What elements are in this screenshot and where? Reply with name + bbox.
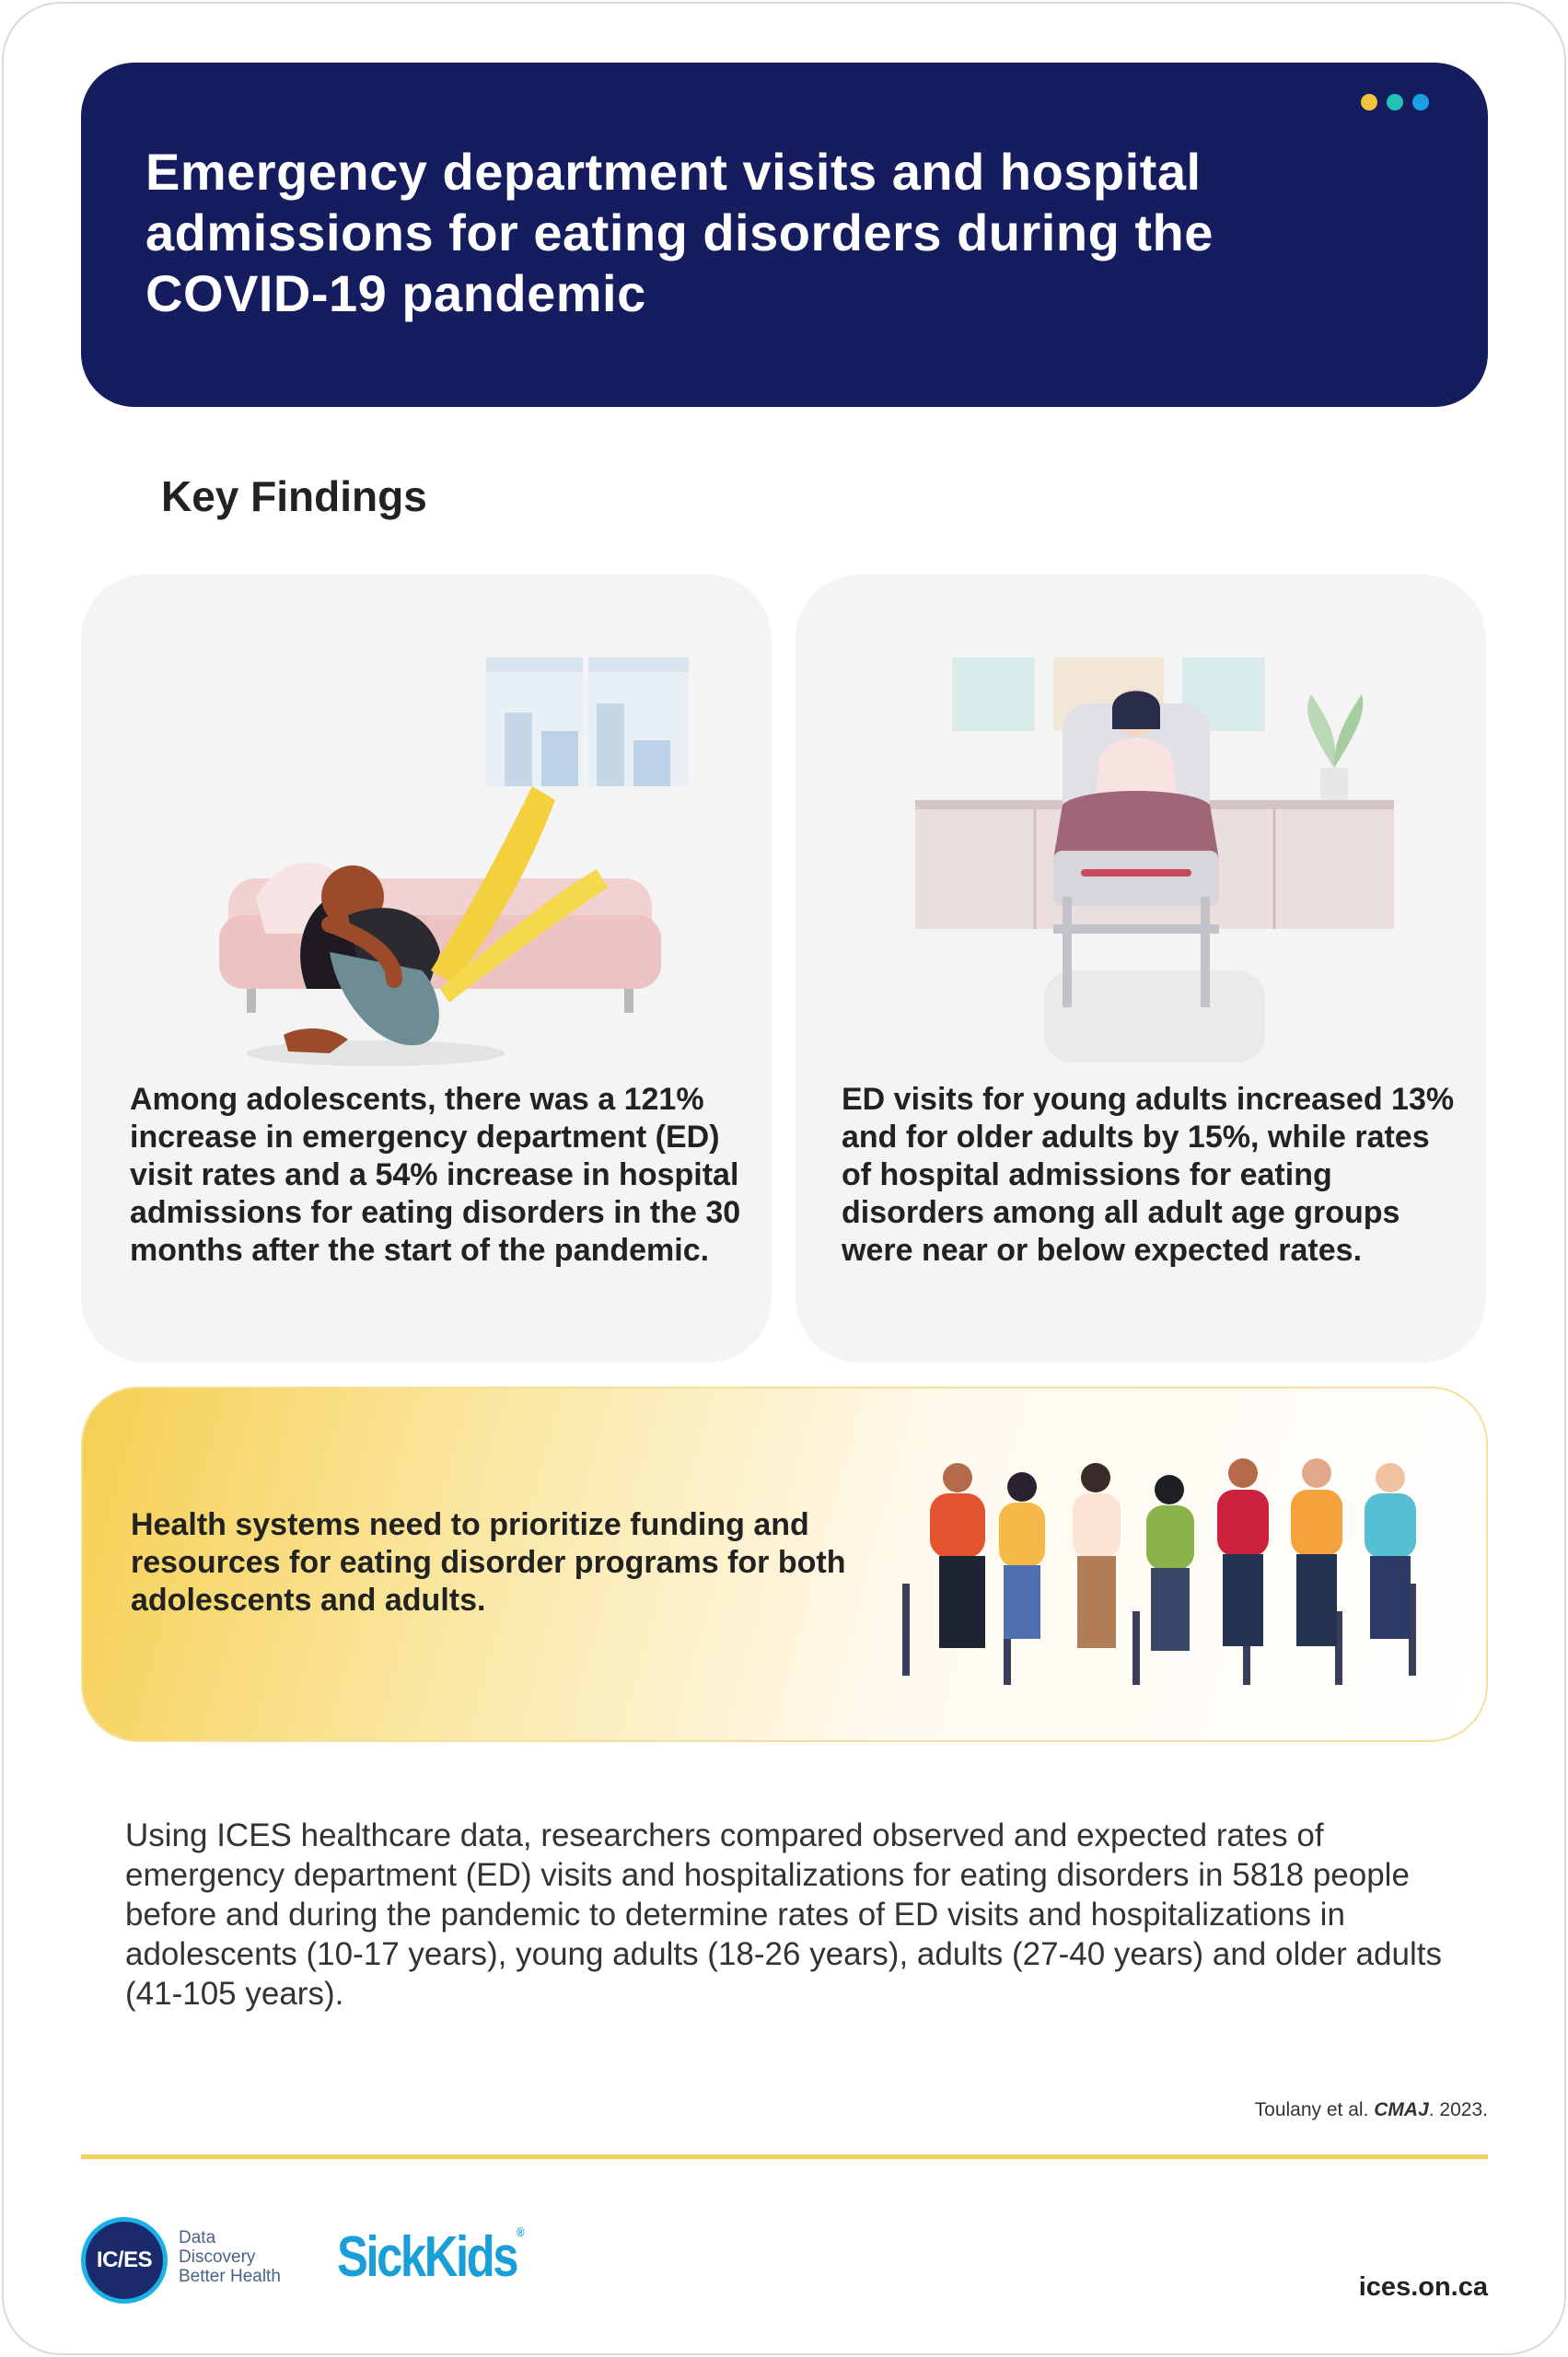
sickkids-logo-text: SickKids xyxy=(337,2225,517,2289)
registered-mark: ® xyxy=(517,2224,525,2239)
recommendation-text: Health systems need to prioritize funding and resources for eating disorder programs for both adolescents and adults. xyxy=(131,1507,846,1618)
finding-text-adults: ED visits for young adults increased 13% and for older adults by 15%, while rates of hospital admissions for eating disorders among all adult age groups were near or below expected rates. xyxy=(842,1082,1455,1268)
citation-authors: Toulany et al. xyxy=(1254,2099,1369,2120)
citation-journal: CMAJ xyxy=(1374,2099,1429,2120)
finding-text-adolescents: Among adolescents, there was a 121% increase in emergency department (ED) visit rates and a 54% increase in hospital admissions for eating disorders in the 30 months after the start of the pandemic. xyxy=(130,1082,741,1268)
citation xyxy=(1255,2099,1488,2121)
bed-blanket xyxy=(1053,791,1219,860)
group-people xyxy=(930,1458,1416,1651)
ices-tagline xyxy=(179,2228,281,2286)
ices-tagline-line: Better Health xyxy=(179,2267,281,2286)
footer-divider xyxy=(81,2154,1488,2159)
blue-dot-icon xyxy=(1412,94,1429,110)
ices-tagline-line: Discovery xyxy=(179,2247,256,2267)
support-group-illustration xyxy=(893,1446,1488,1687)
ices-logo[interactable] xyxy=(81,2217,168,2304)
teal-dot-icon xyxy=(1387,94,1403,110)
yellow-dot-icon xyxy=(1361,94,1377,110)
hospital-bed-illustration xyxy=(832,621,1449,1136)
page-title: Emergency department visits and hospital admissions for eating disorders during the COVID-19 pandemic xyxy=(145,143,1214,322)
website-link[interactable]: ices.on.ca xyxy=(1358,2272,1488,2302)
methods-paragraph: Using ICES healthcare data, researchers compared observed and expected rates of emergency department (ED) visits and hospitalizations for eating disorders in 5818 people before and during the pandemic to determine rates of ED visits and hospitalizations in adolescents (10-17 years), young adults (18-26 years), adults (27-40 years) and older adults (41-105 years). xyxy=(125,1817,1442,2012)
key-findings-heading: Key Findings xyxy=(161,472,427,520)
sickkids-logo[interactable] xyxy=(337,2224,525,2290)
ices-tagline-line: Data xyxy=(179,2228,216,2247)
finding-card-adolescents xyxy=(81,575,772,1363)
recommendation-banner xyxy=(81,1387,1488,1742)
finding-card-adults xyxy=(796,575,1486,1363)
adolescent-distress-illustration xyxy=(118,621,735,1136)
citation-year: . 2023. xyxy=(1428,2099,1488,2120)
decorative-dots xyxy=(1361,94,1429,110)
title-banner xyxy=(81,63,1488,407)
ices-logo-text: IC/ES xyxy=(96,2247,153,2272)
